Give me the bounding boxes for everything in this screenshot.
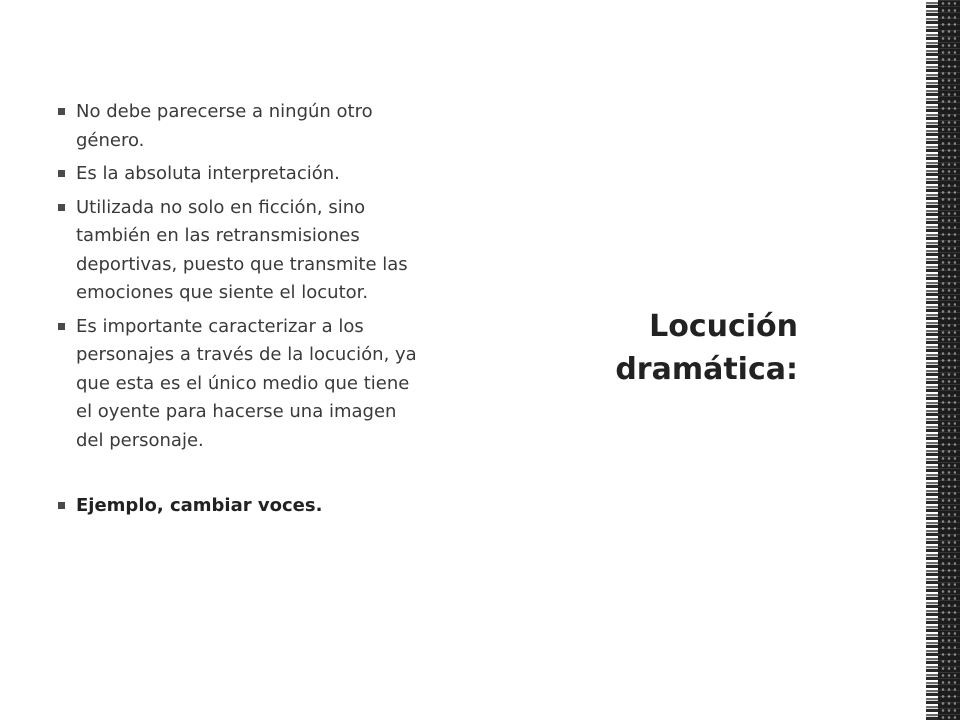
square-bullet-icon [58,323,65,330]
decorative-side-band [926,0,960,720]
square-bullet-icon [58,502,65,509]
bullet-item-example [55,492,425,521]
bullet-text: Utilizada no solo en ficción, sino también en las retransmisiones deportivas, puesto que transmite las emociones que siente el locutor. [76,196,408,303]
torn-edge-decoration [926,0,938,720]
slide-title-line: dramática: [615,352,798,387]
bullet-text: No debe parecerse a ningún otro género. [76,101,373,151]
bullet-item [55,160,425,189]
bullet-text: Es importante caracterizar a los personajes a través de la locución, ya que esta es el único medio que tiene el oyente para hacerse una imagen del personaje. [76,315,417,451]
bullet-list [55,98,425,526]
bullet-text: Es la absoluta interpretación. [76,163,340,184]
bullet-text: Ejemplo, cambiar voces. [76,495,323,516]
bullet-item [55,98,425,155]
bullet-item [55,313,425,456]
slide-title-line: Locución [649,309,798,344]
bullet-item [55,194,425,308]
square-bullet-icon [58,170,65,177]
band-dot-pattern [940,0,956,720]
slide-title [596,305,798,391]
square-bullet-icon [58,204,65,211]
square-bullet-icon [58,108,65,115]
